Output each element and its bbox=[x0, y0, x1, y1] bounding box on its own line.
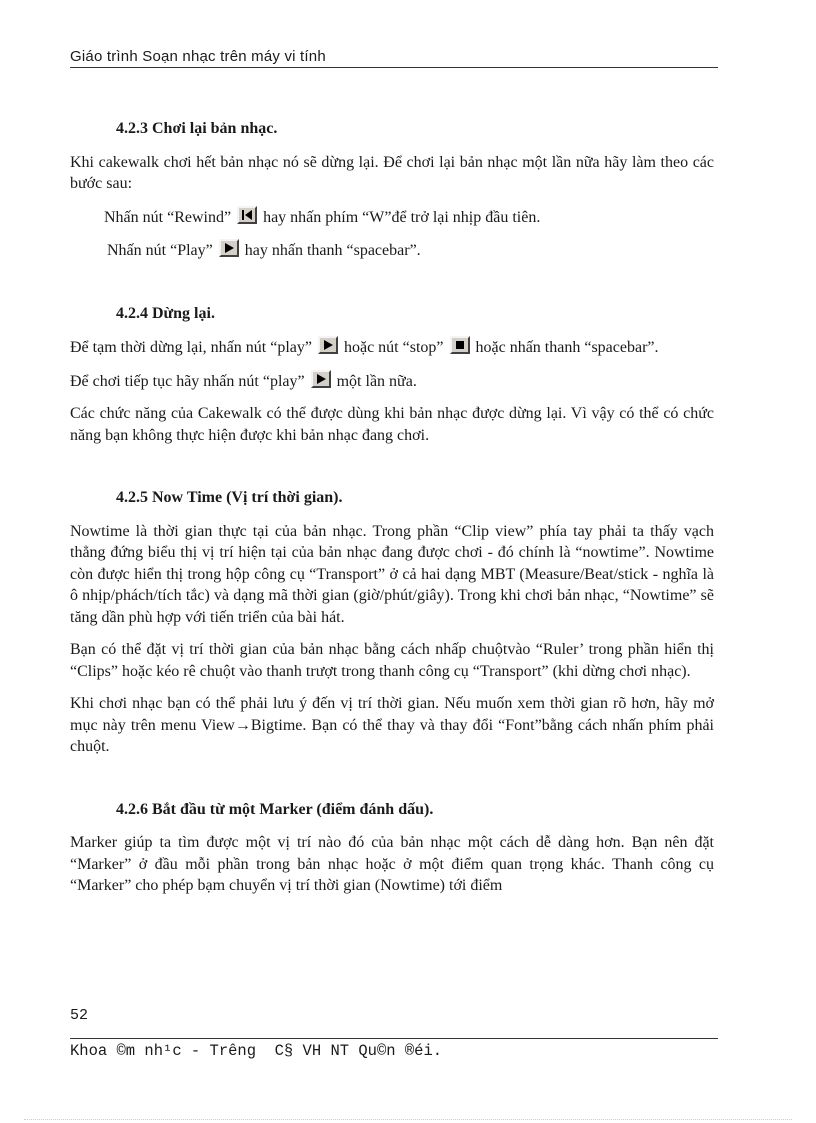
paragraph: Khi chơi nhạc bạn có thể phải lưu ý đến vị trí thời gian. Nếu muốn xem thời gian rõ hơn, hãy mở mục này trên menu View→Bigtime. Bạn có thể thay và thay đổi “Font”bằng cách nhấn phím phải chuột. bbox=[70, 695, 714, 755]
rewind-icon bbox=[237, 206, 257, 224]
stop-paragraph: Để tạm thời dừng lại, nhấn nút “play” hoặc nút “stop” hoặc nhấn thanh “spacebar”. bbox=[70, 336, 714, 359]
running-footer: Khoa ©m nh¹c - Trêng C§ VH NT Qu©n ®éi. bbox=[70, 1038, 718, 1060]
play-icon bbox=[311, 370, 331, 388]
page-body bbox=[70, 118, 714, 908]
heading-4-2-6: 4.2.6 Bắt đầu từ một Marker (điểm đánh dấu). bbox=[116, 800, 434, 818]
play-icon bbox=[219, 239, 239, 257]
heading-4-2-4: 4.2.4 Dừng lại. bbox=[116, 304, 215, 322]
page-number: 52 bbox=[70, 1007, 89, 1024]
paragraph: Các chức năng của Cakewalk có thể được dùng khi bản nhạc được dừng lại. Vì vậy có thể có chức năng bạn không thực hiện được khi bản nhạc đang chơi. bbox=[70, 405, 714, 444]
paragraph: Bạn có thể đặt vị trí thời gian của bản nhạc bằng cách nhấp chuộtvào “Ruler’ trong phần hiển thị “Clips” hoặc kéo rê chuột vào thanh trượt trong thanh công cụ “Transport” (khi dừng chơi nhạc). bbox=[70, 641, 714, 680]
heading-4-2-5: 4.2.5 Now Time (Vị trí thời gian). bbox=[116, 489, 343, 506]
play-icon bbox=[318, 336, 338, 354]
paragraph: Khi cakewalk chơi hết bản nhạc nó sẽ dừng lại. Để chơi lại bản nhạc một lần nữa hãy làm theo các bước sau: bbox=[70, 153, 714, 192]
stop-icon bbox=[450, 336, 470, 354]
heading-4-2-3: 4.2.3 Chơi lại bản nhạc. bbox=[116, 120, 278, 137]
paragraph: Nowtime là thời gian thực tại của bản nhạc. Trong phần “Clip view” phía tay phải ta thấy vạch thẳng đứng biểu thị vị trí hiện tại của bản nhạc đang được chơi - đó chính là “nowtime”. Nowtime còn được hiển thị trong hộp công cụ “Transport” ở cả hai dạng MBT (Measure/Beat/stick - nghĩa là ô nhịp/phách/tích tắc) và dạng mã thời gian (giờ/phút/giây). Trong khi chơi bản nhạc, “Nowtime” sẽ tăng dần phù hợp với tiến triển của bài hát. bbox=[70, 522, 714, 626]
running-header: Giáo trình Soạn nhạc trên máy vi tính bbox=[70, 48, 718, 68]
play-instruction: Nhấn nút “Play” hay nhấn thanh “spacebar”. bbox=[70, 239, 714, 262]
page-edge-divider bbox=[24, 1119, 792, 1120]
paragraph: Marker giúp ta tìm được một vị trí nào đó của bản nhạc một cách dễ dàng hơn. Bạn nên đặt “Marker” ở đầu mỗi phần trong bản nhạc hoặc ở một điểm quan trọng khác. Thanh công cụ “Marker” cho phép bạm chuyển vị trí thời gian (Nowtime) tới điểm bbox=[70, 834, 714, 894]
resume-paragraph: Để chơi tiếp tục hãy nhấn nút “play” một lần nữa. bbox=[70, 370, 714, 393]
rewind-instruction: Nhấn nút “Rewind” hay nhấn phím “W”để trở lại nhịp đầu tiên. bbox=[70, 206, 714, 229]
